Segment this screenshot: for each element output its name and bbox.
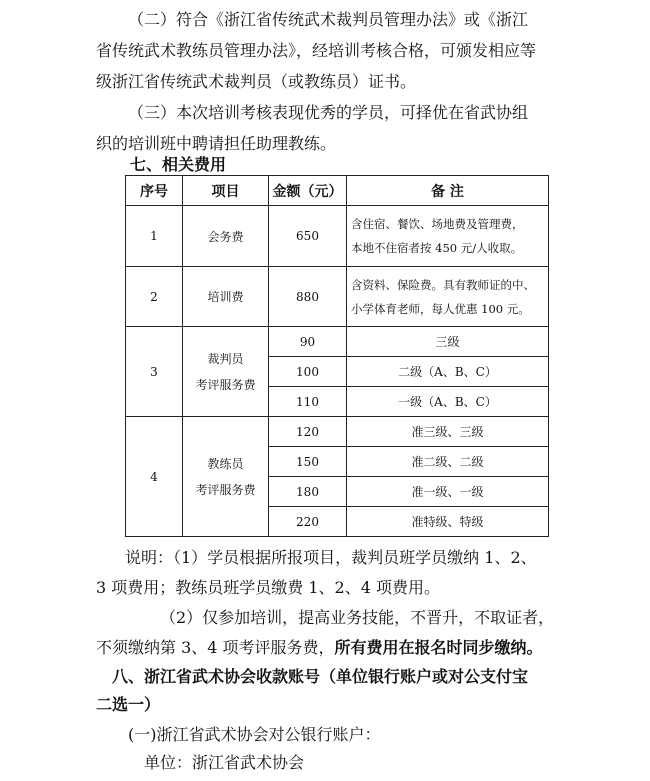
coach-level-amount: 220 xyxy=(269,507,347,537)
row-1-item: 会务费 xyxy=(183,206,269,267)
table-header-row xyxy=(126,176,549,206)
note-1-line-2: 3 项费用；教练员班学员缴费 1、2、4 项费用。 xyxy=(96,578,440,597)
note-1-line-1: 说明：（1）学员根据所报项目，裁判员班学员缴纳 1、2、 xyxy=(125,548,537,567)
row-4-no: 4 xyxy=(126,417,183,537)
row-2-amount: 880 xyxy=(269,267,347,327)
referee-level-amount: 90 xyxy=(269,327,347,357)
note-2-line-1: （2）仅参加培训，提高业务技能，不晋升，不取证者， xyxy=(160,608,555,627)
row-1-remark xyxy=(347,206,549,267)
header-amount: 金额（元） xyxy=(269,176,347,206)
coach-level-remark: 准二级、二级 xyxy=(347,447,549,477)
table-row xyxy=(126,206,549,267)
table-row xyxy=(126,327,549,357)
paragraph-3-line-2: 织的培训班中聘请担任助理教练。 xyxy=(96,134,337,153)
bank-unit: 单位：浙江省武术协会 xyxy=(144,753,305,772)
table-row xyxy=(126,267,549,327)
fee-table xyxy=(125,175,549,537)
header-remark: 备 注 xyxy=(347,176,549,206)
coach-level-amount: 180 xyxy=(269,477,347,507)
row-1-remark-line-2: 本地不住宿者按 450 元/人收取。 xyxy=(351,241,523,255)
referee-level-remark: 一级（A、B、C） xyxy=(347,387,549,417)
header-no: 序号 xyxy=(126,176,183,206)
referee-level-remark: 三级 xyxy=(347,327,549,357)
coach-level-amount: 150 xyxy=(269,447,347,477)
section-8-heading-line-2: 二选一） xyxy=(96,695,161,714)
row-2-no: 2 xyxy=(126,267,183,327)
row-4-item-line-2: 考评服务费 xyxy=(195,482,256,497)
referee-level-amount: 110 xyxy=(269,387,347,417)
table-row xyxy=(126,417,549,447)
paragraph-3-line-1: （三）本次培训考核表现优秀的学员，可择优在省武协组 xyxy=(128,103,529,122)
row-1-no: 1 xyxy=(126,206,183,267)
row-3-item xyxy=(183,327,269,417)
row-2-remark xyxy=(347,267,549,327)
row-1-amount: 650 xyxy=(269,206,347,267)
paragraph-2-line-3: 级浙江省传统武术裁判员（或教练员）证书。 xyxy=(96,72,417,91)
row-4-item xyxy=(183,417,269,537)
referee-level-remark: 二级（A、B、C） xyxy=(347,357,549,387)
coach-level-amount: 120 xyxy=(269,417,347,447)
referee-level-amount: 100 xyxy=(269,357,347,387)
coach-level-remark: 准三级、三级 xyxy=(347,417,549,447)
row-2-remark-line-2: 小学体育老师，每人优惠 100 元。 xyxy=(351,301,530,316)
note-2-line-2-normal: 不须缴纳第 3、4 项考评服务费， xyxy=(96,638,335,657)
bank-account-title: (一)浙江省武术协会对公银行账户： xyxy=(128,725,381,744)
note-2-line-2-bold: 所有费用在报名时同步缴纳。 xyxy=(334,638,543,657)
row-1-remark-line-1: 含住宿、餐饮、场地费及管理费， xyxy=(351,217,524,231)
row-2-remark-line-1: 含资料、保险费。具有教师证的中、 xyxy=(351,277,535,292)
row-3-no: 3 xyxy=(126,327,183,417)
header-item: 项目 xyxy=(183,176,269,206)
coach-level-remark: 准一级、一级 xyxy=(347,477,549,507)
paragraph-2-line-1: （二）符合《浙江省传统武术裁判员管理办法》或《浙江 xyxy=(128,10,529,29)
coach-level-remark: 准特级、特级 xyxy=(347,507,549,537)
paragraph-2-line-2: 省传统武术教练员管理办法》，经培训考核合格，可颁发相应等 xyxy=(96,41,537,60)
row-4-item-line-1: 教练员 xyxy=(207,456,244,471)
row-3-item-line-2: 考评服务费 xyxy=(195,377,256,392)
section-8-heading-line-1: 八、浙江省武术协会收款账号（单位银行账户或对公支付宝 xyxy=(112,667,529,686)
section-7-heading: 七、相关费用 xyxy=(130,155,227,174)
note-2-line-2 xyxy=(96,638,543,658)
row-2-item: 培训费 xyxy=(183,267,269,327)
row-3-item-line-1: 裁判员 xyxy=(207,351,244,366)
